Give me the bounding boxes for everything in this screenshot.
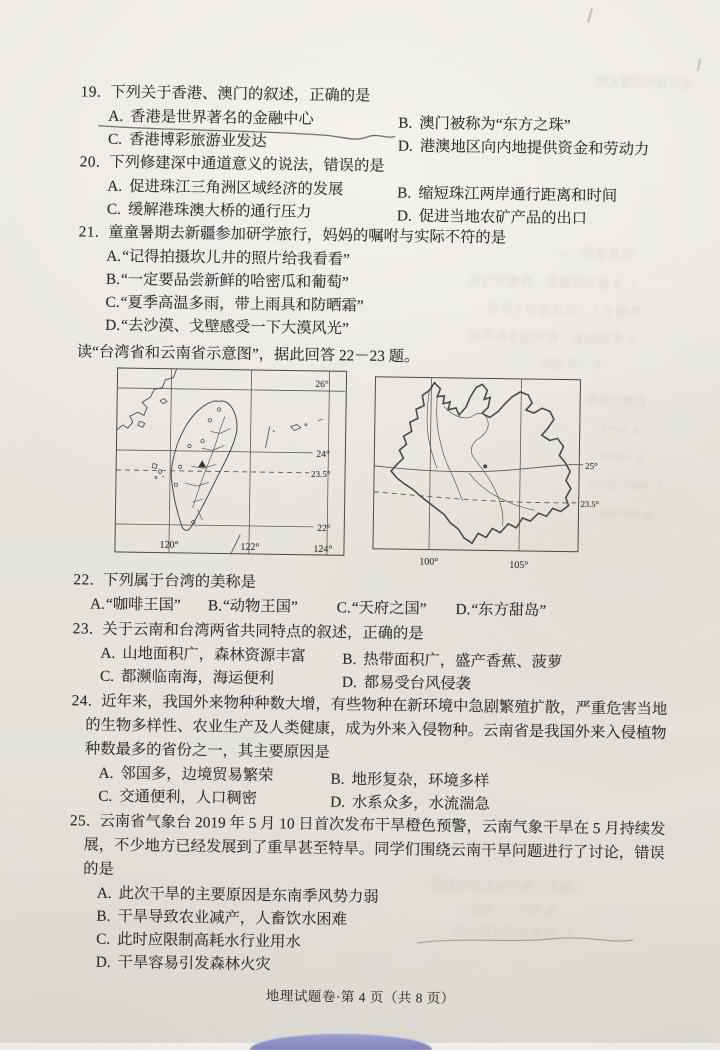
penghu-islands xyxy=(152,463,157,468)
ghost-text: B. 100°W xyxy=(599,451,645,465)
lon-label: 100° xyxy=(419,556,439,568)
option-text: 热带面积广，盛产香蕉、菠萝 xyxy=(363,651,563,672)
option-text: “咖啡王国” xyxy=(105,595,181,614)
option-d xyxy=(398,135,690,163)
option-text: “记得拍摄坎儿井的照片给我看看” xyxy=(122,247,350,269)
option-label: D. xyxy=(330,793,346,811)
option-label: D. xyxy=(455,600,471,619)
option-label: A. xyxy=(98,764,114,782)
option-label: A. xyxy=(96,884,112,902)
option-text: “东方甜岛” xyxy=(471,601,547,620)
option-label: C. xyxy=(336,599,351,617)
option-text: 此时应限制高耗水行业用水 xyxy=(117,930,301,951)
option-label: C. xyxy=(98,787,113,805)
option-c xyxy=(98,785,330,812)
option-label: B. xyxy=(207,597,223,615)
option-d xyxy=(455,598,546,623)
lat-label: 25° xyxy=(585,460,598,472)
question-stem-text: 下列属于台湾的美称是 xyxy=(102,571,257,592)
option-label: A. xyxy=(108,107,124,125)
option-text: 缓解港珠澳大桥的通行压力 xyxy=(127,201,312,221)
option-text: 澳门被称为“东方之珠” xyxy=(419,114,571,135)
option-text: 都易受台风侵袭 xyxy=(363,674,472,693)
river xyxy=(469,473,536,510)
question-21 xyxy=(53,220,689,345)
option-d xyxy=(397,205,689,233)
stray-pen-mark xyxy=(697,58,701,71)
lat-label: 23.5° xyxy=(310,468,331,480)
option-label: A. xyxy=(107,177,123,195)
question-number: 22. xyxy=(73,571,95,589)
ghost-text: 注意事项：— xyxy=(555,244,635,263)
question-24 xyxy=(46,689,682,816)
question-25 xyxy=(44,809,680,982)
ghost-text: C. 100°E 23.5°S xyxy=(587,479,662,493)
exam-content xyxy=(43,72,691,1014)
ghost-text: 1. 本卷为试题卷，答案须写在 xyxy=(467,272,638,293)
lat-label: 22° xyxy=(317,523,331,535)
tropic-line xyxy=(374,492,581,503)
ghost-text: C. 地势高原区的中心 xyxy=(451,923,572,942)
option-text: 干旱导致农业减产，人畜饮水困难 xyxy=(117,907,348,929)
question-22 xyxy=(49,568,684,624)
option-a xyxy=(90,593,204,619)
option-text: 地形复杂，环境多样 xyxy=(351,770,490,790)
ghost-text: A. 特色“三大区 xyxy=(469,901,557,920)
stray-mark xyxy=(231,535,240,554)
options xyxy=(72,641,683,696)
option-text: 邻国多，边境贸易繁荣 xyxy=(120,765,274,785)
option-text: 促进珠江三角洲区域经济的发展 xyxy=(129,178,344,199)
option-label: D. xyxy=(105,316,121,334)
option-text: 此次干旱的主要原因是东南季风势力弱 xyxy=(118,885,379,906)
question-stem-text: 童童暑期去新疆参加研学旅行，妈妈的嘱咐与实际不符的是 xyxy=(108,223,507,247)
option-text: 促进当地农矿产品的出口 xyxy=(418,207,588,228)
option-label: C. xyxy=(106,200,122,218)
question-stem-text: 关于云南和台湾两省共同特点的叙述，正确的是 xyxy=(102,620,424,643)
question-stem xyxy=(71,689,682,770)
ghost-text: 答题卡上，在试题卷上作答 xyxy=(485,300,643,321)
option-label: C. xyxy=(107,130,123,148)
option-label: B. xyxy=(397,184,412,202)
question-23 xyxy=(48,617,683,696)
yunnan-map xyxy=(372,376,607,575)
option-label: C. xyxy=(105,293,120,311)
question-number: 23. xyxy=(72,620,94,638)
option-a xyxy=(108,105,398,133)
lat-label: 24° xyxy=(316,449,330,461)
option-label: C. xyxy=(99,667,115,685)
options xyxy=(68,881,679,982)
city-dot xyxy=(483,464,487,468)
option-label: A. xyxy=(100,644,116,662)
ghost-text: 装订线内答题无效 xyxy=(595,74,693,92)
option-c xyxy=(100,665,342,693)
question-19 xyxy=(56,80,691,159)
question-number: 19. xyxy=(80,83,102,101)
lon-label: 105° xyxy=(509,559,529,572)
ne-islands xyxy=(291,425,301,431)
lon-label: 120° xyxy=(159,539,179,551)
option-label: B. xyxy=(330,770,345,788)
mainland-coastline xyxy=(117,368,177,431)
option-label: D. xyxy=(396,207,412,225)
option-text: 香港是世界著名的金融中心 xyxy=(130,108,314,128)
option-text: “一定要品尝新鲜的哈密瓜和葡萄” xyxy=(120,270,349,292)
question-20 xyxy=(55,150,690,229)
river xyxy=(435,397,464,501)
question-stem-text: 近年来，我国外来物种种数大增，有些物种在新环境中急剧繁殖扩散，严重危害当地的生物多样性、农业生产及人类健康，成为外来入侵物种。云南省是我国外来入侵植物种数最多的省份之一，其主要原因是 xyxy=(84,692,668,762)
peak-triangle xyxy=(198,460,206,467)
maps-figure xyxy=(50,366,687,573)
blue-object-edge xyxy=(250,1034,432,1050)
option-text: “天府之国” xyxy=(351,599,427,618)
question-stem-text: 下列关于香港、澳门的叙述，正确的是 xyxy=(110,83,371,105)
option-text: “动物王国” xyxy=(222,597,298,616)
option-text: “夏季高温多雨，带上雨具和防晒霜” xyxy=(120,293,364,315)
ghost-text: D. 100°W N xyxy=(597,507,654,521)
option-b xyxy=(208,594,333,620)
ghost-text: 2. 考试结束，将试题卷和答题 xyxy=(467,327,638,348)
lon-label: 124° xyxy=(313,543,333,556)
option-text: 水系众多，水流湍急 xyxy=(351,793,490,813)
option-label: D. xyxy=(95,953,111,971)
question-number: 25. xyxy=(69,812,91,830)
option-text: 缩短珠江两岸通行距离和时间 xyxy=(418,184,618,205)
option-label: B. xyxy=(96,907,111,925)
ghost-text: 位置示意图 xyxy=(585,393,647,409)
option-label: C. xyxy=(96,930,111,948)
option-text: 港澳地区向内地提供资金和劳动力 xyxy=(419,137,650,159)
lon-label: 122° xyxy=(240,541,260,554)
stray-pen-mark xyxy=(587,8,593,23)
option-text: 都濒临南海，海运便利 xyxy=(120,668,275,688)
ghost-text: 下列关于图中城市群的叙述 xyxy=(429,876,587,897)
question-stem xyxy=(69,809,680,890)
reading-note: 读“台湾省和云南省示意图”，据此回答 22－23 题。 xyxy=(76,343,420,366)
option-label: A. xyxy=(89,595,106,613)
taiwan-map xyxy=(114,367,349,558)
question-number: 24. xyxy=(71,692,93,710)
question-number: 21. xyxy=(78,223,100,241)
page-footer: 地理试题卷·第 4 页（共 8 页） xyxy=(265,988,455,1007)
option-label: B. xyxy=(398,114,413,132)
option-text: 山地面积广，森林资源丰富 xyxy=(122,645,306,665)
question-stem-text: 云南省气象台 2019 年 5 月 10 日首次发布干旱橙色预警，云南气象干旱在 5 月持续发展，不少地方已经发展到了重旱甚至特旱。同学们围绕云南干旱问题进行了讨论，错误的是 xyxy=(83,812,666,878)
option-label: B. xyxy=(342,650,357,669)
question-stem-text: 下列修建深中通道意义的说法，错误的是 xyxy=(109,153,385,175)
options xyxy=(77,244,688,345)
option-label: B. xyxy=(105,270,121,288)
options xyxy=(70,761,681,816)
option-text: 香港博彩旅游业发达 xyxy=(128,131,267,151)
ghost-text: 卡一并交回 xyxy=(539,356,606,373)
lat-25-line xyxy=(374,462,583,474)
river xyxy=(443,407,488,458)
option-c xyxy=(337,596,452,622)
river xyxy=(426,391,438,469)
option-text: 干旱容易引发森林火灾 xyxy=(117,953,271,974)
question-number: 20. xyxy=(79,153,101,171)
option-label: A. xyxy=(106,247,122,265)
option-text: 交通便利，人口稠密 xyxy=(119,788,258,808)
lat-label: 23.5° xyxy=(580,498,600,510)
option-text: “去沙漠、戈壁感受一下大漠风光” xyxy=(120,316,349,338)
yunnan-province-outline xyxy=(390,382,572,545)
ghost-text: A. 100°E xyxy=(599,423,642,437)
option-d xyxy=(342,671,682,700)
stray-mark xyxy=(265,426,269,448)
option-label: D. xyxy=(397,137,413,155)
option-label: D. xyxy=(341,673,357,692)
lat-label: 26° xyxy=(315,379,329,391)
